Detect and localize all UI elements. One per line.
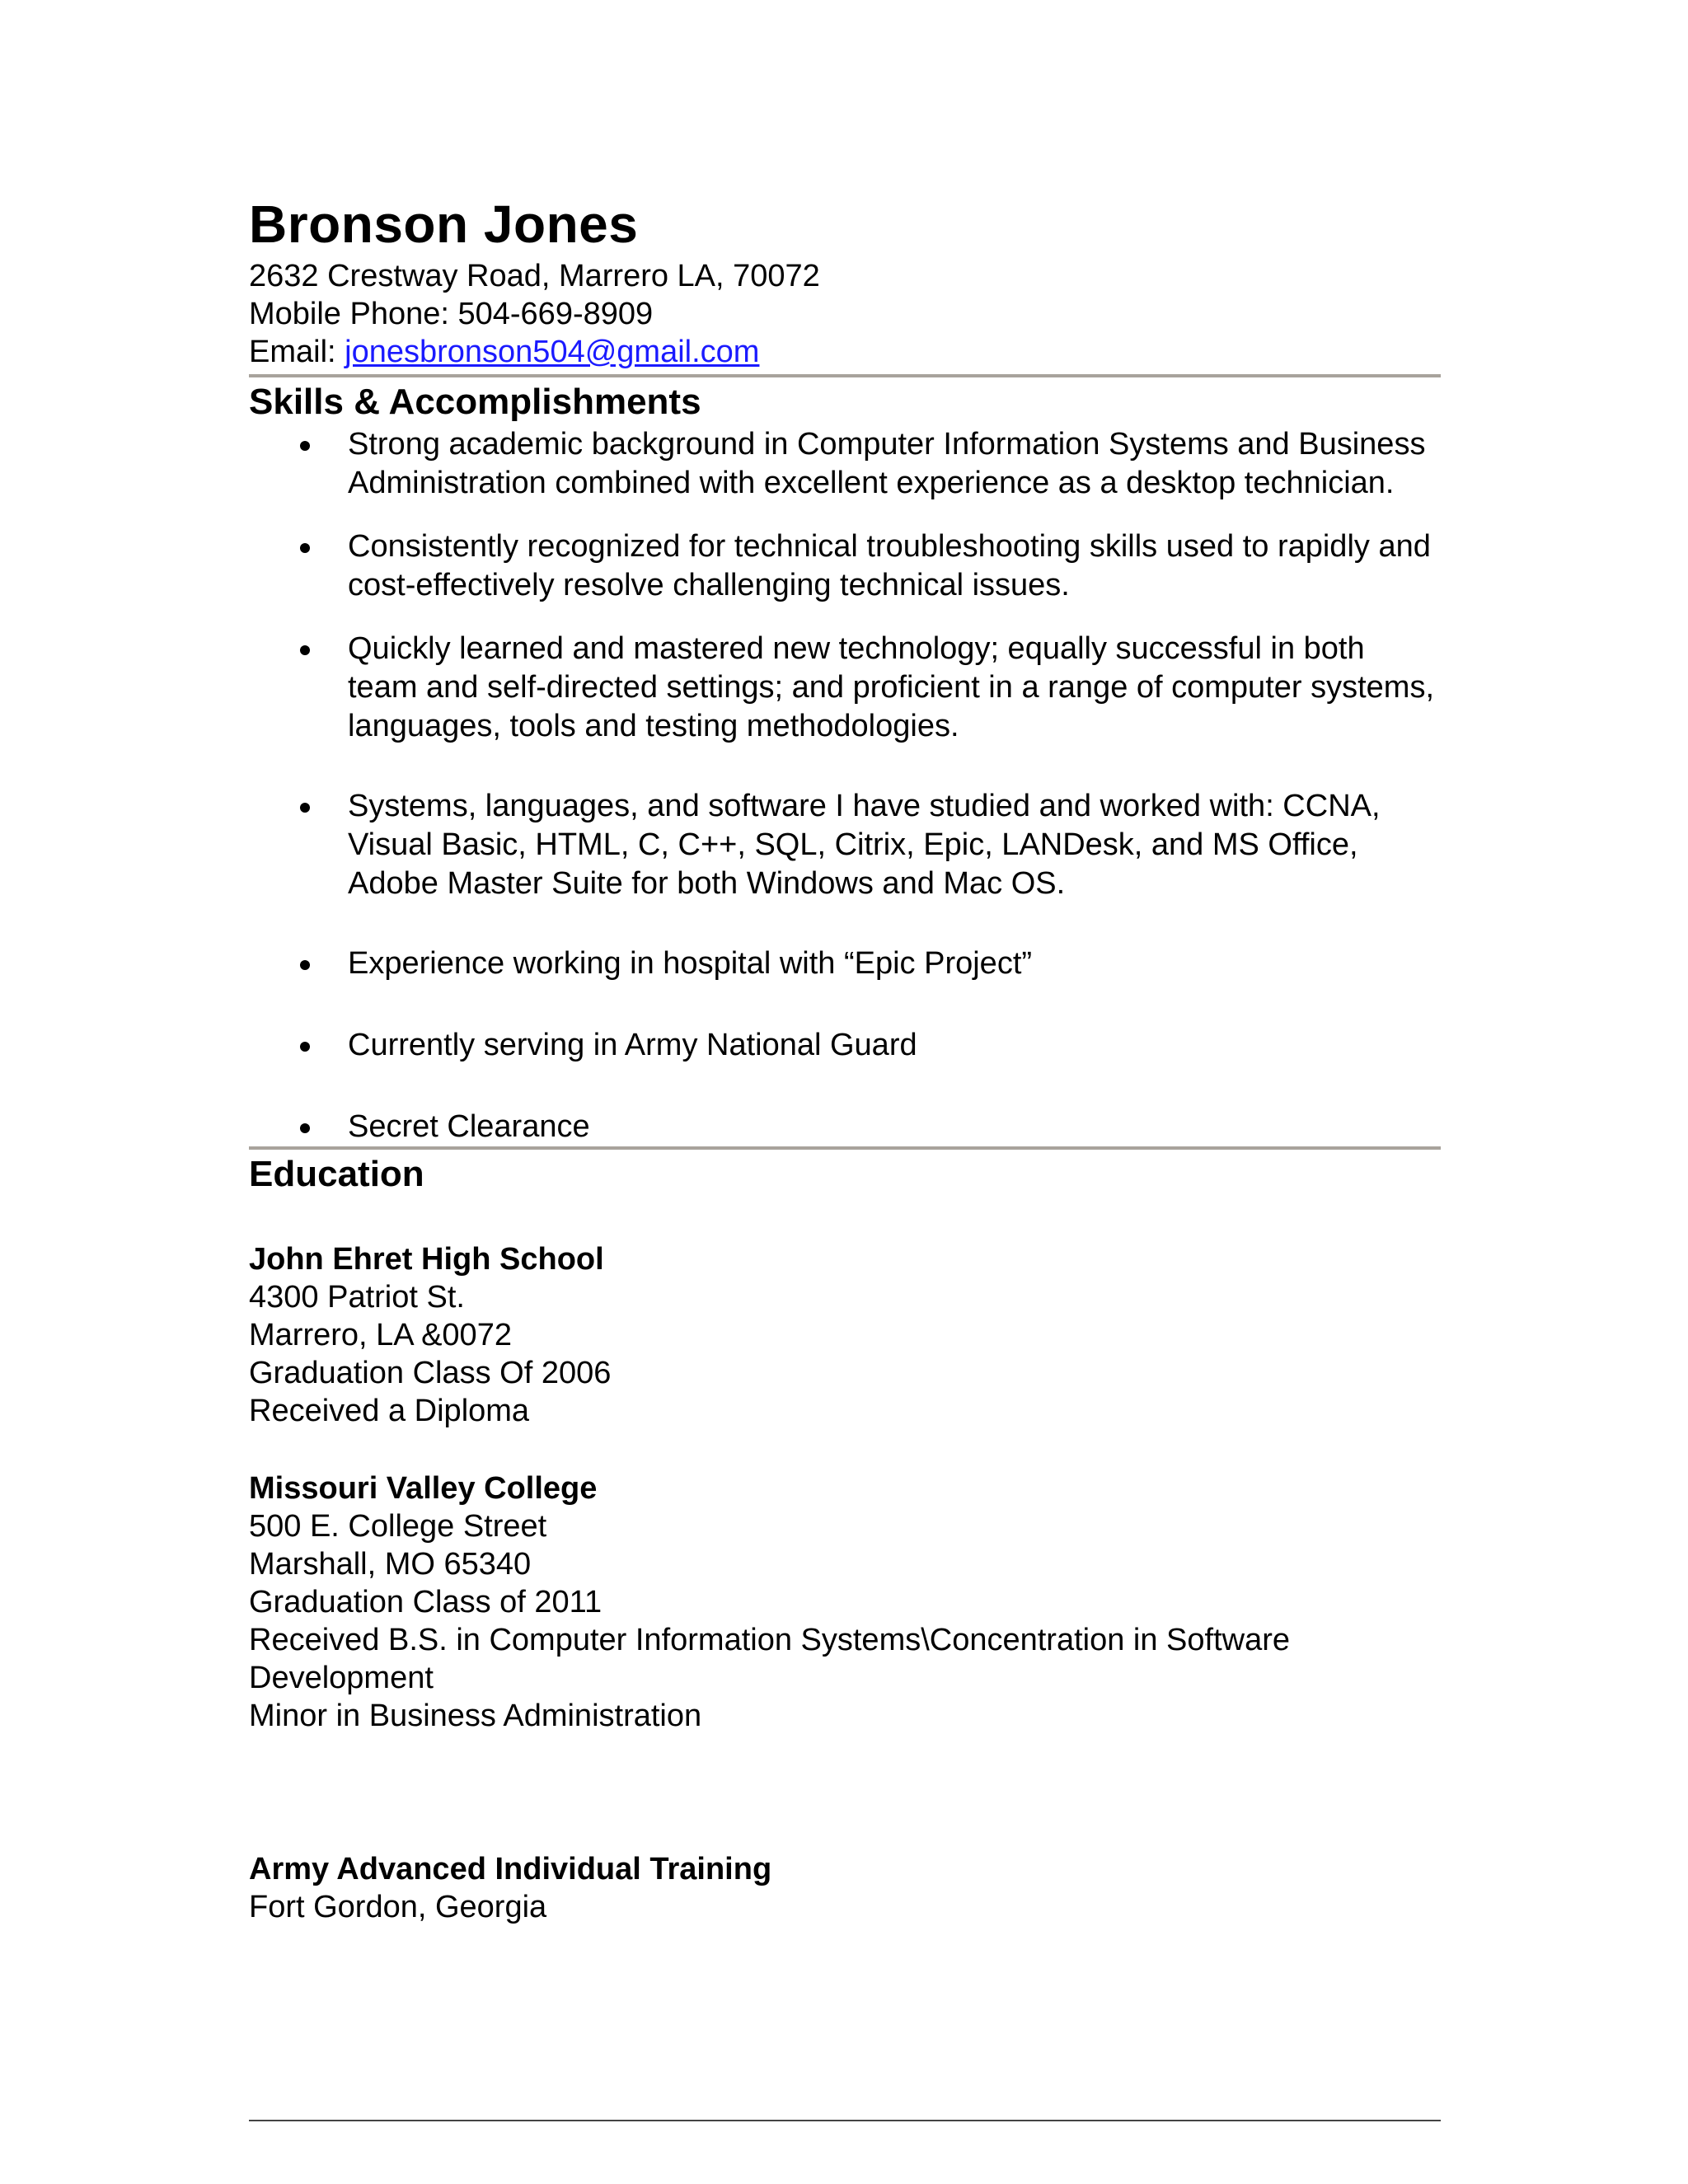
skills-heading: Skills & Accomplishments	[249, 382, 701, 422]
email-label: Email:	[249, 335, 345, 369]
bullet-icon	[300, 803, 310, 813]
mobile-phone: Mobile Phone: 504-669-8909	[249, 297, 654, 331]
bullet-icon	[300, 1123, 310, 1133]
list-item	[249, 1108, 1441, 1146]
school-detail: Received a Diploma	[249, 1394, 530, 1428]
bullet-icon	[300, 645, 310, 655]
list-item	[249, 1026, 1441, 1065]
skill-text: Systems, languages, and software I have studied and worked with: CCNA, Visual Basic, HTML, C, C++, SQL, Citrix, Epic, LANDesk, and MS Office, Adobe Master Suite for both Windows and Mac OS.	[348, 789, 1381, 901]
email-link[interactable]: jonesbronson504@gmail.com	[345, 335, 760, 369]
candidate-name: Bronson Jones	[249, 194, 639, 254]
email-line	[249, 333, 1441, 371]
bullet-icon	[300, 543, 310, 553]
school-entry	[249, 1469, 1441, 1735]
bullet-icon	[300, 1042, 310, 1052]
school-detail: Graduation Class of 2011	[249, 1585, 603, 1619]
bullet-icon	[300, 441, 310, 451]
footer-divider	[249, 2120, 1441, 2121]
list-item	[249, 630, 1441, 746]
address: 2632 Crestway Road, Marrero LA, 70072	[249, 259, 820, 293]
school-detail: Marrero, LA &0072	[249, 1318, 512, 1352]
list-item	[249, 787, 1441, 903]
list-item	[249, 944, 1441, 983]
school-name: Army Advanced Individual Training	[249, 1852, 772, 1886]
school-entry	[249, 1850, 1441, 1926]
skill-text: Currently serving in Army National Guard	[348, 1028, 917, 1062]
school-entry	[249, 1240, 1441, 1430]
school-detail: Minor in Business Administration	[249, 1699, 702, 1733]
school-detail: Fort Gordon, Georgia	[249, 1890, 547, 1924]
skill-text: Experience working in hospital with “Epic Project”	[348, 946, 1033, 981]
school-detail: Received B.S. in Computer Information Systems\Concentration in Software Development	[249, 1623, 1291, 1695]
school-name: Missouri Valley College	[249, 1471, 598, 1506]
education-heading: Education	[249, 1154, 424, 1194]
skill-text: Consistently recognized for technical troubleshooting skills used to rapidly and cost-effectively resolve challenging technical issues.	[348, 529, 1431, 602]
school-detail: 4300 Patriot St.	[249, 1280, 465, 1315]
school-name: John Ehret High School	[249, 1242, 604, 1277]
school-detail: Marshall, MO 65340	[249, 1547, 532, 1582]
school-detail: Graduation Class Of 2006	[249, 1356, 612, 1390]
skills-list	[249, 425, 1441, 1146]
school-detail: 500 E. College Street	[249, 1509, 547, 1544]
section-divider	[249, 374, 1441, 377]
bullet-icon	[300, 960, 310, 970]
resume-page	[249, 194, 1441, 1926]
skill-text: Quickly learned and mastered new technology; equally successful in both team and self-directed settings; and proficient in a range of computer systems, languages, tools and testing methodologies.	[348, 631, 1434, 743]
skill-text: Secret Clearance	[348, 1109, 590, 1144]
skill-text: Strong academic background in Computer Information Systems and Business Administration combined with excellent experience as a desktop technician.	[348, 427, 1426, 500]
list-item	[249, 527, 1441, 605]
list-item	[249, 425, 1441, 503]
section-divider	[249, 1146, 1441, 1150]
